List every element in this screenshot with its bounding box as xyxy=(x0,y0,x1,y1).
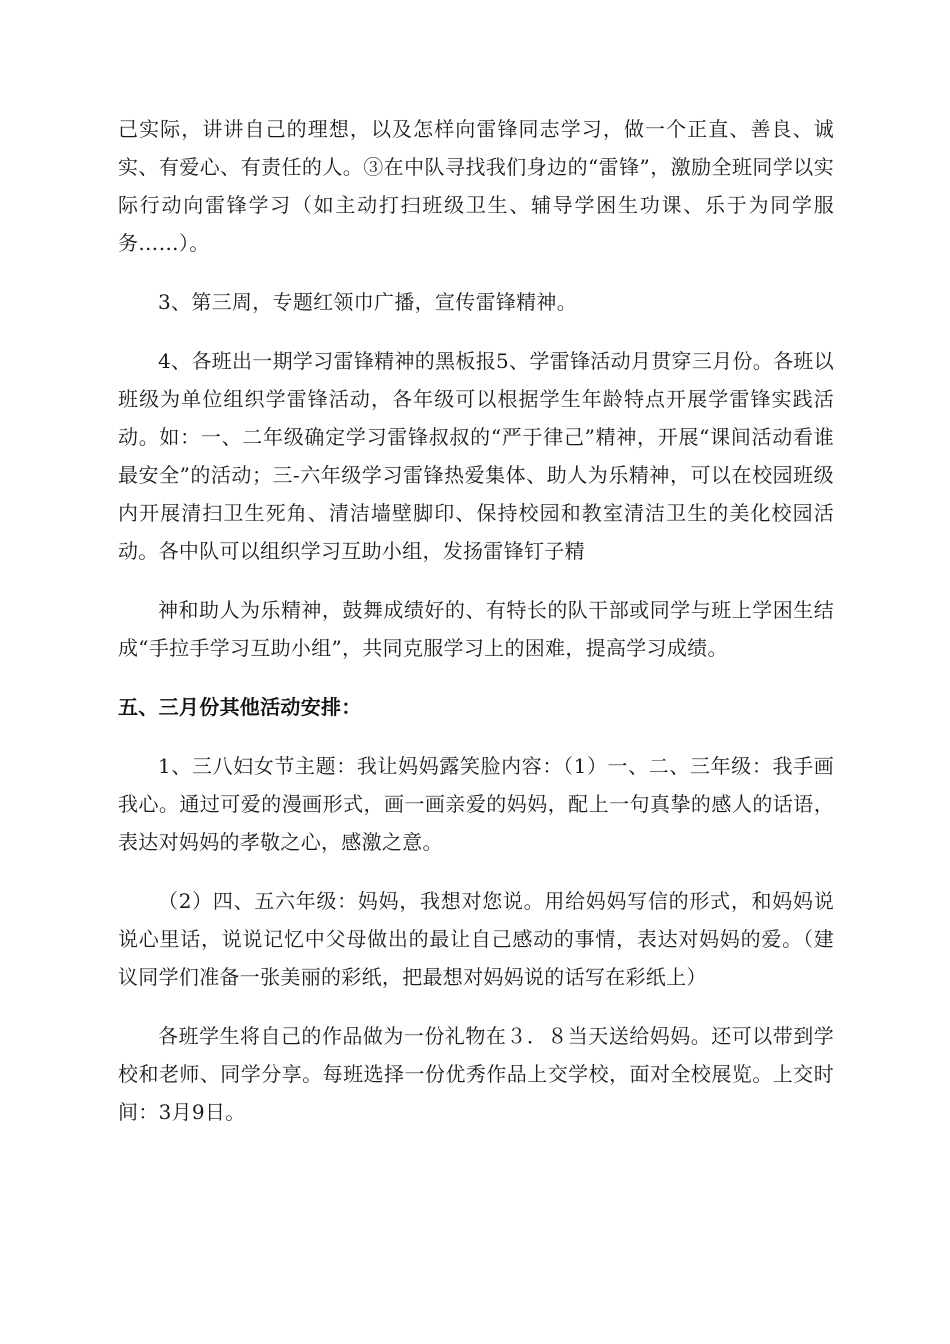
section-heading: 五、三月份其他活动安排： xyxy=(118,695,362,719)
paragraph-grades-4-6: （2）四、五六年级：妈妈，我想对您说。用给妈妈写信的形式，和妈妈说说心里话，说说记忆中父母做出的最让自己感动的事情，表达对妈妈的爱。（建议同学们准备一张美丽的彩纸，把最想对妈妈说的话写在彩纸上） xyxy=(118,889,834,989)
paragraph-submission: 各班学生将自己的作品做为一份礼物在３．８当天送给妈妈。还可以带到学校和老师、同学分享。每班选择一份优秀作品上交学校，面对全校展览。上交时间：3月9日。 xyxy=(118,1024,834,1124)
paragraph-continuation-2: 神和助人为乐精神，鼓舞成绩好的、有特长的队干部或同学与班上学困生结成“手拉手学习互助小组”，共同克服学习上的困难，提高学习成绩。 xyxy=(118,598,834,660)
document-body xyxy=(118,110,834,1152)
paragraph-continuation: 己实际，讲讲自己的理想，以及怎样向雷锋同志学习，做一个正直、善良、诚实、有爱心、有责任的人。③在中队寻找我们身边的“雷锋”，激励全班同学以实际行动向雷锋学习（如主动打扫班级卫生、辅导学困生功课、乐于为同学服务……）。 xyxy=(118,117,834,255)
paragraph-womens-day: 1、三八妇女节主题：我让妈妈露笑脸内容：（1）一、二、三年级：我手画我心。通过可爱的漫画形式，画一画亲爱的妈妈，配上一句真挚的感人的话语，表达对妈妈的孝敬之心，感激之意。 xyxy=(118,754,834,854)
paragraph-item-4: 4、各班出一期学习雷锋精神的黑板报5、学雷锋活动月贯穿三月份。各班以班级为单位组织学雷锋活动，各年级可以根据学生年龄特点开展学雷锋实践活动。如：一、二年级确定学习雷锋叔叔的“严于律己”精神，开展“课间活动看谁最安全”的活动；三-六年级学习雷锋热爱集体、助人为乐精神，可以在校园班级内开展清扫卫生死角、清洁墙壁脚印、保持校园和教室清洁卫生的美化校园活动。各中队可以组织学习互助小组，发扬雷锋钉子精 xyxy=(118,349,834,563)
paragraph-item-3: 3、第三周，专题红领巾广播，宣传雷锋精神。 xyxy=(158,290,578,314)
